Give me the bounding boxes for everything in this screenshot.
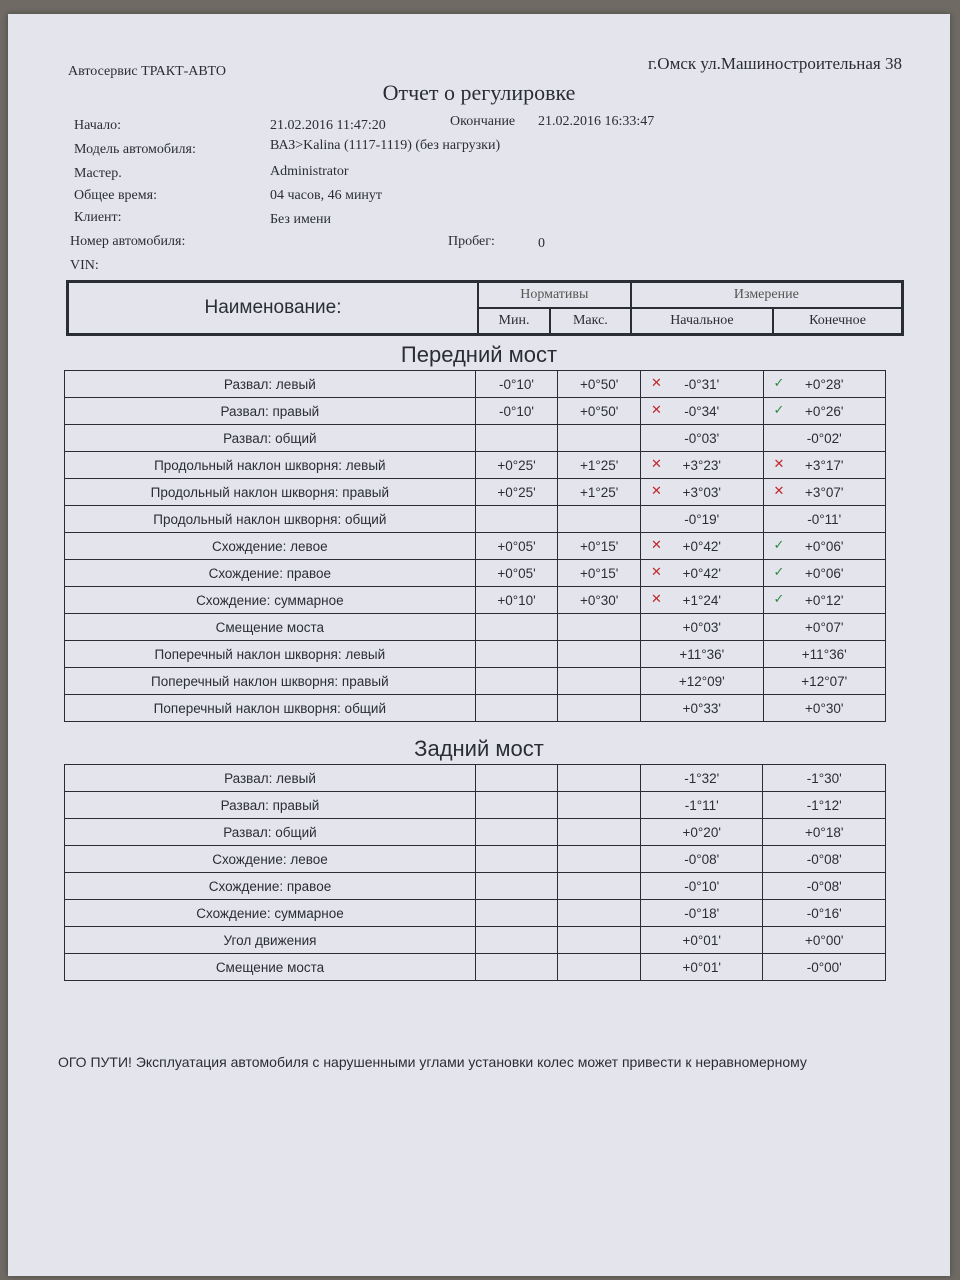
norm-min-text: +0°25' (497, 484, 536, 500)
measure-initial (641, 560, 763, 587)
start-label: Начало: (74, 118, 122, 133)
measure-initial (640, 927, 762, 954)
norm-min (475, 587, 558, 614)
measure-final-text: -0°00' (806, 959, 842, 975)
parameter-name-text: Смещение моста (215, 619, 324, 635)
measure-final-text: -0°02' (806, 430, 842, 446)
parameter-name-text: Смещение моста (215, 959, 325, 975)
measure-final (763, 587, 886, 614)
parameter-name (65, 819, 476, 846)
table-row (65, 452, 886, 479)
norm-max (558, 614, 641, 641)
parameter-name-text: Продольный наклон шкворня: левый (154, 457, 386, 473)
norm-min (475, 792, 558, 819)
parameter-name-text: Схождение: левое (212, 851, 328, 867)
parameter-name (65, 533, 476, 560)
check-icon: ✓ (773, 591, 785, 606)
cross-icon: ✕ (773, 456, 785, 471)
cross-icon: ✕ (651, 537, 662, 552)
parameter-name-text: Развал: правый (220, 797, 320, 813)
measure-final-text: +3°07' (805, 484, 844, 500)
column-initial: Начальное (631, 308, 773, 335)
measure-final-text: -1°12' (806, 797, 842, 813)
measure-final-text: +11°36' (801, 646, 847, 662)
parameter-name (65, 765, 476, 792)
mileage-value: 0 (538, 236, 545, 251)
measure-initial (640, 954, 762, 981)
end-label: Окончание (450, 114, 516, 129)
norm-min (475, 533, 558, 560)
table-row (65, 479, 886, 506)
parameter-name-text: Схождение: левое (212, 538, 328, 554)
parameter-name (65, 954, 476, 981)
model-value: ВАЗ>Kalina (1117-1119) (без нагрузки) (270, 138, 501, 153)
report-sheet (8, 14, 950, 1276)
measure-initial-text: +3°23' (682, 457, 721, 473)
measure-final-text: +3°17' (805, 457, 844, 473)
norm-min (475, 846, 558, 873)
measure-final-text: +0°26' (805, 403, 844, 419)
norm-max (558, 533, 641, 560)
plate-label: Номер автомобиля: (70, 234, 186, 249)
measure-initial (640, 792, 762, 819)
parameter-name-text: Схождение: суммарное (196, 592, 344, 608)
measure-final (763, 900, 886, 927)
measure-final-text: +0°30' (805, 700, 844, 716)
norm-min-text: +0°10' (497, 592, 536, 608)
norm-min-text: +0°05' (497, 538, 536, 554)
norm-min (475, 506, 558, 533)
cross-icon: ✕ (651, 483, 662, 498)
measure-initial (641, 695, 763, 722)
table-row (65, 668, 886, 695)
measure-final (763, 819, 886, 846)
norm-max-text: +0°50' (580, 403, 619, 419)
measure-final-text: +0°28' (805, 376, 844, 392)
table-row (65, 560, 886, 587)
measure-initial-text: -1°11' (684, 797, 719, 813)
norm-min (475, 371, 558, 398)
norm-max (558, 695, 641, 722)
parameter-name (65, 614, 476, 641)
parameter-name-text: Продольный наклон шкворня: правый (150, 484, 390, 500)
norm-min (475, 614, 558, 641)
norm-max (558, 819, 641, 846)
measure-final (763, 398, 886, 425)
measure-initial (641, 668, 763, 695)
table-row (65, 398, 886, 425)
measure-initial (640, 846, 762, 873)
table-row (65, 371, 886, 398)
measure-final (763, 765, 886, 792)
parameter-name (65, 792, 476, 819)
client-value: Без имени (270, 212, 332, 227)
column-final: Конечное (773, 308, 902, 335)
measure-initial-text: +3°03' (682, 484, 721, 500)
norm-min-text: -0°10' (499, 376, 535, 392)
measure-initial-text: +0°42' (682, 565, 721, 581)
measure-final-text: -1°30' (806, 770, 842, 786)
norm-max (558, 425, 641, 452)
column-header-table (66, 280, 904, 336)
parameter-name-text: Поперечный наклон шкворня: левый (154, 646, 386, 662)
norm-min (475, 452, 558, 479)
parameter-name (65, 587, 476, 614)
table-row (65, 614, 886, 641)
norm-max (558, 371, 641, 398)
parameter-name (65, 479, 476, 506)
parameter-name-text: Развал: левый (224, 770, 316, 786)
measure-initial (641, 587, 763, 614)
cross-icon: ✕ (651, 402, 662, 417)
norm-max (558, 506, 641, 533)
measure-initial-text: +0°20' (682, 824, 721, 840)
measure-initial-text: -0°18' (684, 905, 720, 921)
norm-min (475, 479, 558, 506)
parameter-name-text: Развал: общий (223, 824, 317, 840)
measure-initial (641, 398, 763, 425)
measure-initial-text: +0°33' (682, 700, 721, 716)
cross-icon: ✕ (651, 456, 662, 471)
measure-initial-text: +1°24' (682, 592, 721, 608)
rear-axle-table (64, 764, 886, 981)
front-axle-title: Передний мост (400, 342, 558, 367)
norm-max (558, 560, 641, 587)
measure-initial-text: -0°34' (684, 403, 720, 419)
measure-initial-text: +0°42' (682, 538, 721, 554)
norm-max (558, 765, 641, 792)
measure-initial-text: +12°09' (678, 673, 725, 689)
measure-initial-text: -0°31' (684, 376, 720, 392)
table-row (65, 641, 886, 668)
table-row (65, 819, 886, 846)
measure-final-text: +0°12' (805, 592, 844, 608)
master-value: Administrator (270, 164, 349, 179)
norm-max (558, 398, 641, 425)
parameter-name (65, 900, 476, 927)
check-icon: ✓ (773, 564, 785, 579)
table-row (65, 873, 886, 900)
parameter-name (65, 927, 476, 954)
parameter-name-text: Поперечный наклон шкворня: правый (151, 673, 389, 689)
parameter-name-text: Угол движения (223, 932, 317, 948)
measure-final-text: -0°08' (806, 878, 842, 894)
measure-final-text: -0°16' (806, 905, 842, 921)
norm-min (475, 695, 558, 722)
measure-initial (641, 371, 763, 398)
norm-min (475, 927, 558, 954)
measure-final (763, 695, 886, 722)
measure-initial-text: -0°19' (684, 511, 720, 527)
measure-final (763, 479, 886, 506)
table-row (65, 927, 886, 954)
parameter-name-text: Схождение: правое (208, 565, 332, 581)
measure-initial-text: -0°03' (684, 430, 720, 446)
column-measure: Измерение (631, 282, 903, 309)
measure-final-text: +12°07' (801, 673, 848, 689)
norm-min-text: +0°05' (497, 565, 536, 581)
report-title: Отчет о регулировке (382, 80, 576, 105)
norm-max (558, 452, 641, 479)
measure-final (763, 668, 886, 695)
measure-initial (640, 900, 762, 927)
measure-final-text: -0°11' (807, 511, 842, 527)
measure-final-text: +0°18' (805, 824, 844, 840)
measure-initial-text: +0°03' (682, 619, 721, 635)
norm-min (475, 873, 558, 900)
norm-max-text: +0°15' (580, 538, 619, 554)
measure-initial (641, 641, 763, 668)
table-row (65, 506, 886, 533)
norm-max (558, 479, 641, 506)
measure-final (763, 873, 886, 900)
check-icon: ✓ (773, 375, 785, 390)
measure-final-text: -0°08' (806, 851, 842, 867)
measure-initial-text: +0°01' (682, 932, 721, 948)
measure-final (763, 371, 886, 398)
measure-initial-text: -1°32' (684, 770, 720, 786)
parameter-name (65, 846, 476, 873)
norm-max-text: +0°30' (580, 592, 619, 608)
parameter-name-text: Схождение: суммарное (196, 905, 344, 921)
norm-max (558, 873, 641, 900)
parameter-name (65, 452, 476, 479)
end-value: 21.02.2016 16:33:47 (538, 114, 655, 129)
total-time-label: Общее время: (74, 188, 157, 203)
norm-min (475, 668, 558, 695)
table-row (65, 695, 886, 722)
parameter-name (65, 873, 476, 900)
norm-max (558, 792, 641, 819)
norm-min (475, 765, 558, 792)
measure-final (763, 954, 886, 981)
parameter-name-text: Развал: правый (220, 403, 320, 419)
parameter-name (65, 695, 476, 722)
client-label: Клиент: (74, 210, 122, 225)
column-norms: Нормативы (478, 282, 631, 309)
measure-initial (641, 425, 763, 452)
table-row (65, 533, 886, 560)
measure-initial (641, 452, 763, 479)
measure-final (763, 506, 886, 533)
parameter-name-text: Продольный наклон шкворня: общий (153, 511, 387, 527)
parameter-name (65, 371, 476, 398)
parameter-name-text: Развал: общий (223, 430, 317, 446)
measure-initial-text: +11°36' (679, 646, 725, 662)
master-label: Мастер. (74, 166, 122, 181)
measure-initial (641, 506, 763, 533)
norm-min (475, 425, 558, 452)
measure-final (763, 641, 886, 668)
warning-footer: ОГО ПУТИ! Эксплуатация автомобиля с нарушенными углами установки колес может привести к неравномерному (58, 1054, 807, 1070)
column-name: Наименование: (68, 282, 479, 335)
parameter-name-text: Схождение: правое (208, 878, 332, 894)
table-row (65, 954, 886, 981)
table-row (65, 587, 886, 614)
measure-final-text: +0°06' (805, 538, 844, 554)
norm-min (475, 398, 558, 425)
measure-initial (641, 479, 763, 506)
cross-icon: ✕ (651, 591, 662, 606)
total-time-value: 04 часов, 46 минут (270, 188, 383, 203)
measure-initial-text: -0°08' (684, 851, 720, 867)
measure-initial (640, 873, 762, 900)
cross-icon: ✕ (773, 483, 785, 498)
check-icon: ✓ (773, 402, 785, 417)
measure-final (763, 452, 886, 479)
measure-final (763, 927, 886, 954)
company-address: г.Омск ул.Машиностроительная 38 (648, 54, 902, 73)
measure-initial (640, 765, 762, 792)
measure-final (763, 614, 886, 641)
norm-min (475, 641, 558, 668)
measure-final-text: +0°07' (805, 619, 844, 635)
parameter-name (65, 425, 476, 452)
parameter-name (65, 668, 476, 695)
rear-axle-title: Задний мост (414, 736, 544, 761)
norm-max-text: +1°25' (580, 457, 619, 473)
measure-final (763, 533, 886, 560)
parameter-name (65, 506, 476, 533)
measure-initial (640, 819, 762, 846)
vin-label: VIN: (70, 258, 99, 273)
measure-initial-text: +0°01' (682, 959, 721, 975)
norm-max (558, 641, 641, 668)
measure-final (763, 846, 886, 873)
column-max: Макс. (550, 308, 631, 335)
check-icon: ✓ (773, 537, 785, 552)
norm-min (475, 900, 558, 927)
table-row (65, 425, 886, 452)
front-axle-table (64, 370, 886, 722)
measure-final-text: +0°00' (805, 932, 844, 948)
norm-max (558, 846, 641, 873)
measure-final-text: +0°06' (805, 565, 844, 581)
norm-max (558, 587, 641, 614)
norm-max-text: +0°50' (580, 376, 619, 392)
norm-min-text: +0°25' (497, 457, 536, 473)
measure-final (763, 560, 886, 587)
measure-initial (641, 533, 763, 560)
table-row (65, 900, 886, 927)
norm-max (558, 954, 641, 981)
norm-min-text: -0°10' (499, 403, 535, 419)
parameter-name (65, 641, 476, 668)
start-value: 21.02.2016 11:47:20 (270, 118, 386, 133)
table-row (65, 846, 886, 873)
norm-max (558, 900, 641, 927)
parameter-name-text: Поперечный наклон шкворня: общий (153, 700, 386, 716)
company-name: Автосервис ТРАКТ-АВТО (68, 64, 227, 79)
norm-max (558, 927, 641, 954)
parameter-name-text: Развал: левый (223, 376, 316, 392)
measure-final (763, 425, 886, 452)
cross-icon: ✕ (651, 375, 662, 390)
norm-min (475, 560, 558, 587)
norm-max (558, 668, 641, 695)
parameter-name (65, 398, 476, 425)
norm-min (475, 819, 558, 846)
norm-max-text: +1°25' (580, 484, 619, 500)
table-row (65, 765, 886, 792)
mileage-label: Пробег: (448, 234, 495, 249)
measure-initial-text: -0°10' (684, 878, 720, 894)
norm-min (475, 954, 558, 981)
measure-initial (641, 614, 763, 641)
model-label: Модель автомобиля: (74, 142, 196, 157)
measure-final (763, 792, 886, 819)
parameter-name (65, 560, 476, 587)
table-row (65, 792, 886, 819)
column-min: Мин. (478, 308, 550, 335)
norm-max-text: +0°15' (580, 565, 619, 581)
cross-icon: ✕ (651, 564, 662, 579)
